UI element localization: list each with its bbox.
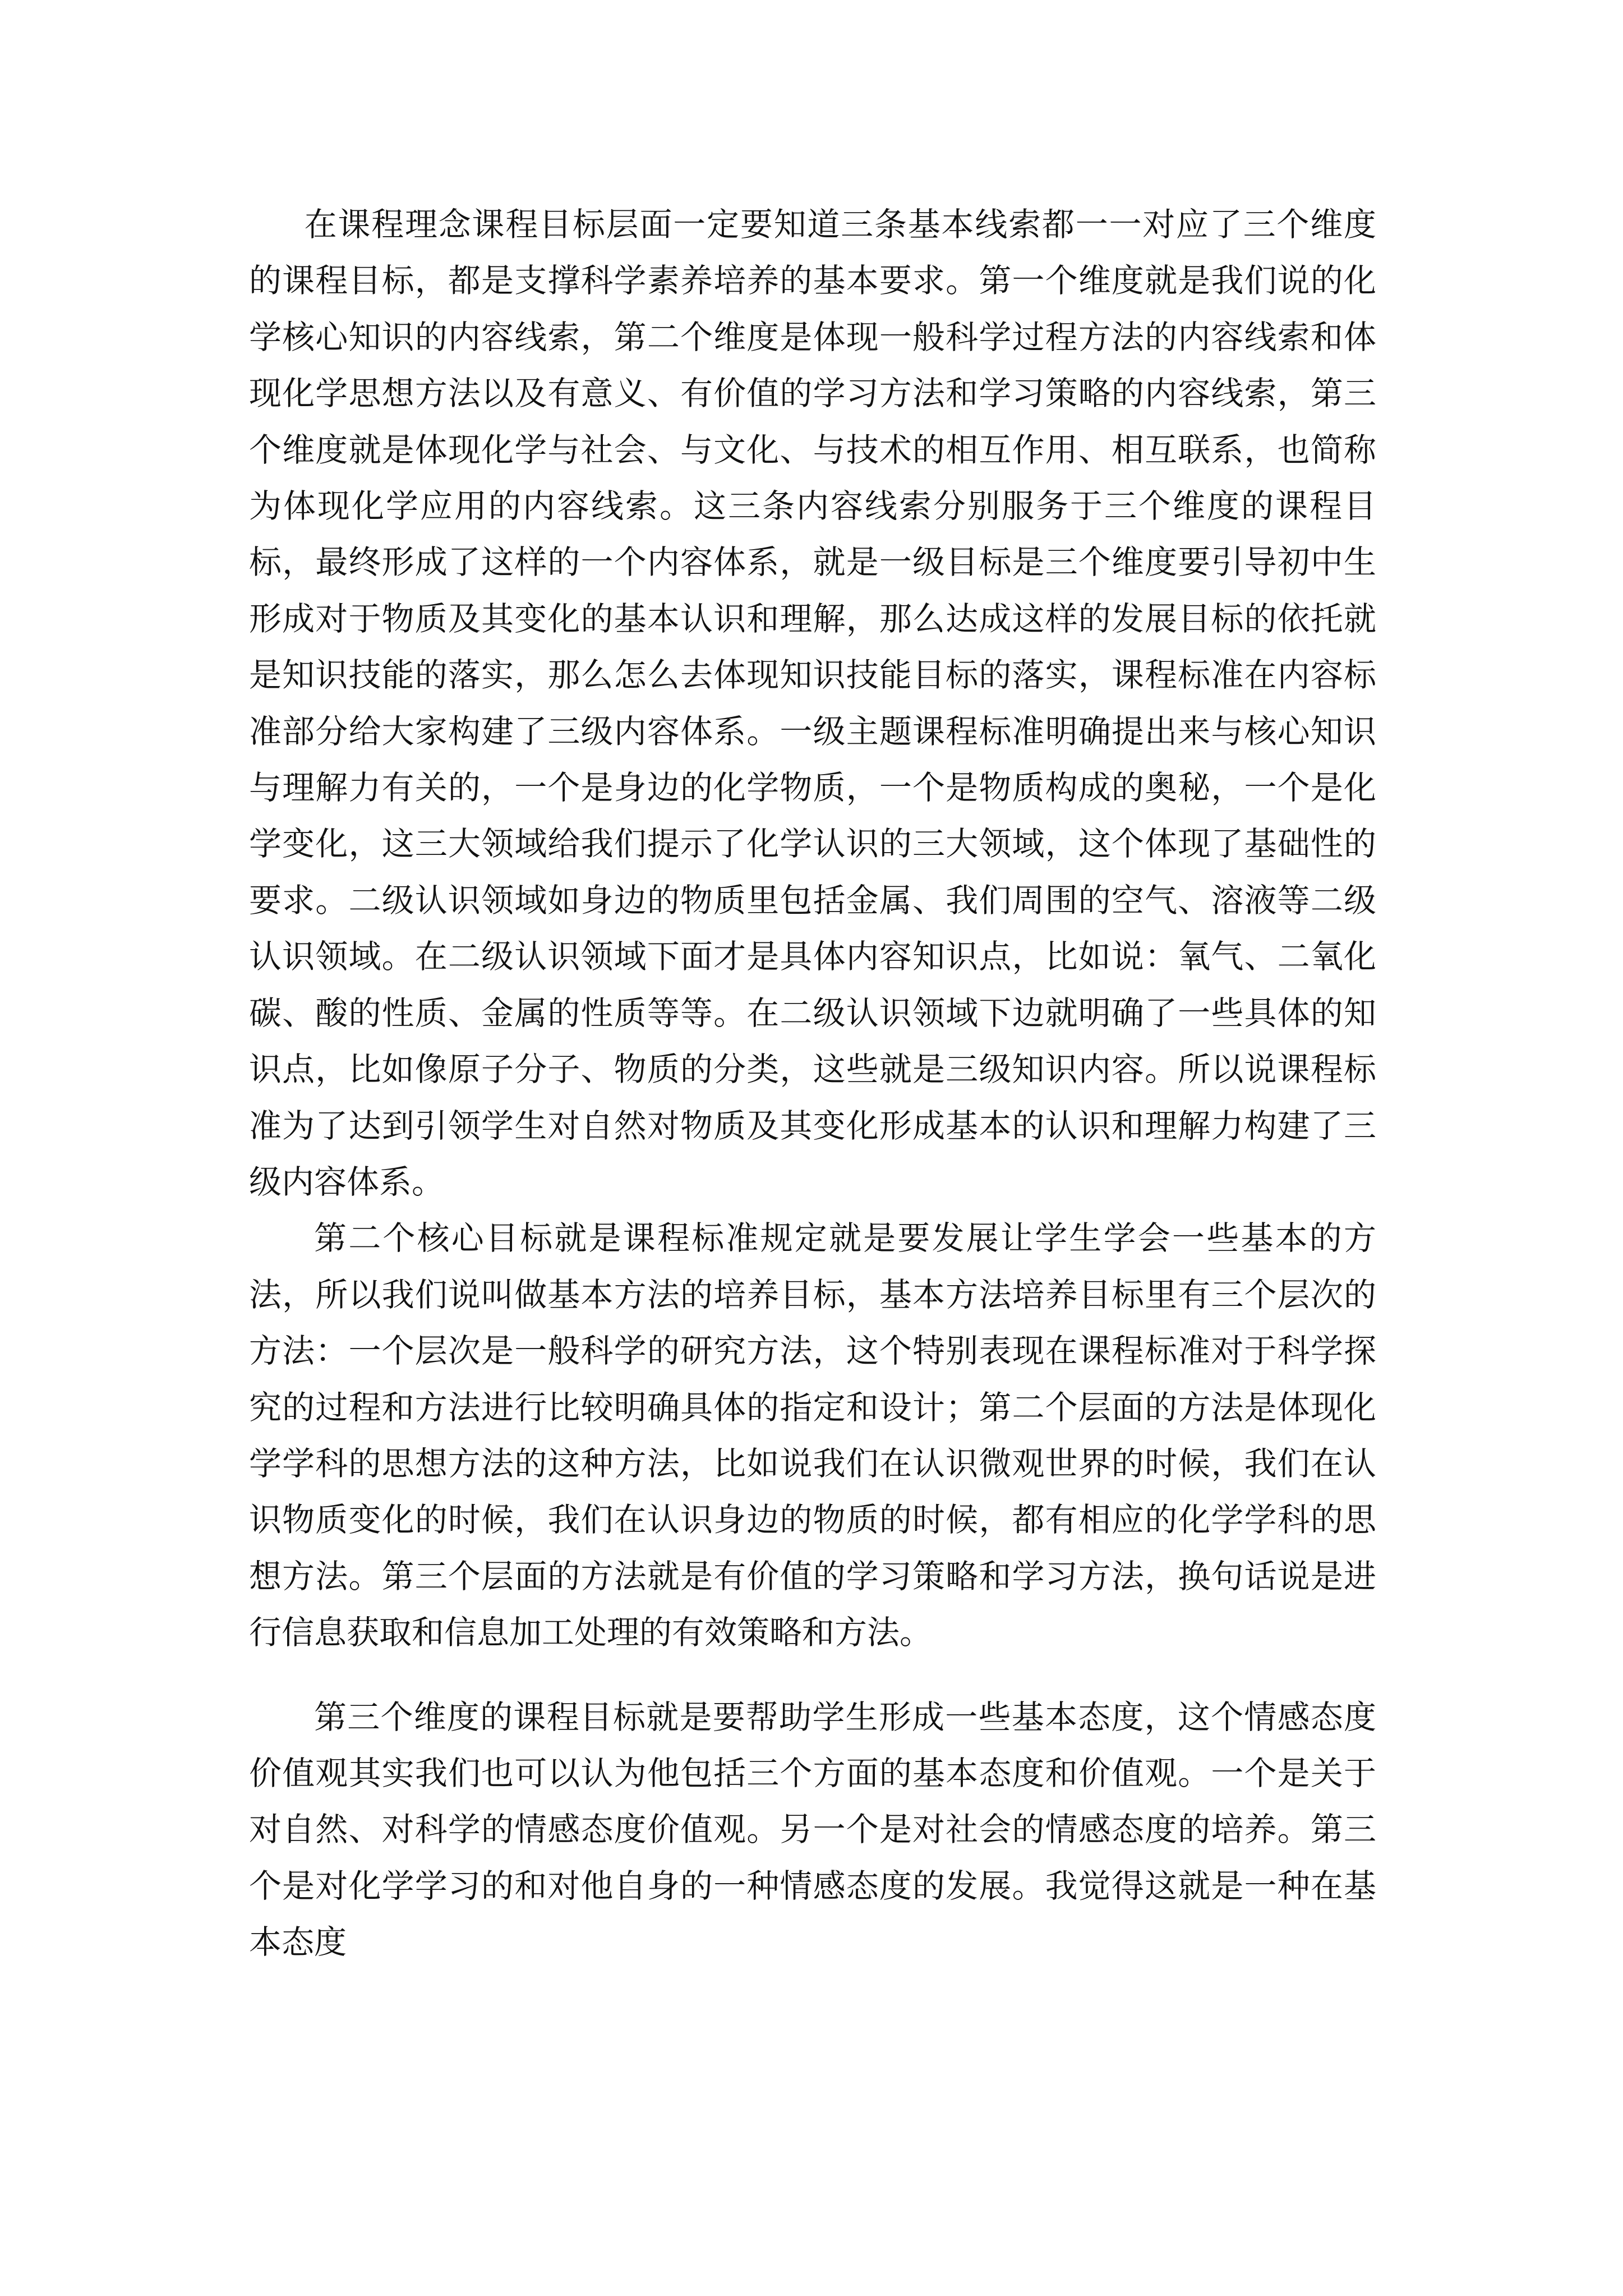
paragraph-2: 第二个核心目标就是课程标准规定就是要发展让学生学会一些基本的方法，所以我们说叫做基本方法的培养目标，基本方法培养目标里有三个层次的方法：一个层次是一般科学的研究方法，这个特别表现在课程标准对于科学探究的过程和方法进行比较明确具体的指定和设计；第二个层面的方法是体现化学学科的思想方法的这种方法，比如说我们在认识微观世界的时候，我们在认识物质变化的时候，我们在认识身边的物质的时候，都有相应的化学学科的思想方法。第三个层面的方法就是有价值的学习策略和学习方法，换句话说是进行信息获取和信息加工处理的有效策略和方法。: [249, 1219, 1376, 1652]
paragraph-3: 第三个维度的课程目标就是要帮助学生形成一些基本态度，这个情感态度价值观其实我们也可以认为他包括三个方面的基本态度和价值观。一个是关于对自然、对科学的情感态度价值观。另一个是对社会的情感态度的培养。第三个是对化学学习的和对他自身的一种情感态度的发展。我觉得这就是一种在基本态度: [249, 1697, 1376, 1962]
document-body: [249, 196, 1376, 1971]
paragraph-1: 在课程理念课程目标层面一定要知道三条基本线索都一一对应了三个维度的课程目标，都是支撑科学素养培养的基本要求。第一个维度就是我们说的化学核心知识的内容线索，第二个维度是体现一般科学过程方法的内容线索和体现化学思想方法以及有意义、有价值的学习方法和学习策略的内容线索，第三个维度就是体现化学与社会、与文化、与技术的相互作用、相互联系，也简称为体现化学应用的内容线索。这三条内容线索分别服务于三个维度的课程目标，最终形成了这样的一个内容体系，就是一级目标是三个维度要引导初中生形成对于物质及其变化的基本认识和理解，那么达成这样的发展目标的依托就是知识技能的落实，那么怎么去体现知识技能目标的落实，课程标准在内容标准部分给大家构建了三级内容体系。一级主题课程标准明确提出来与核心知识与理解力有关的，一个是身边的化学物质，一个是物质构成的奥秘，一个是化学变化，这三大领域给我们提示了化学认识的三大领域，这个体现了基础性的要求。二级认识领域如身边的物质里包括金属、我们周围的空气、溶液等二级认识领域。在二级认识领域下面才是具体内容知识点，比如说：氧气、二氧化碳、酸的性质、金属的性质等等。在二级认识领域下边就明确了一些具体的知识点，比如像原子分子、物质的分类，这些就是三级知识内容。所以说课程标准为了达到引领学生对自然对物质及其变化形成基本的认识和理解力构建了三级内容体系。: [249, 205, 1376, 1201]
